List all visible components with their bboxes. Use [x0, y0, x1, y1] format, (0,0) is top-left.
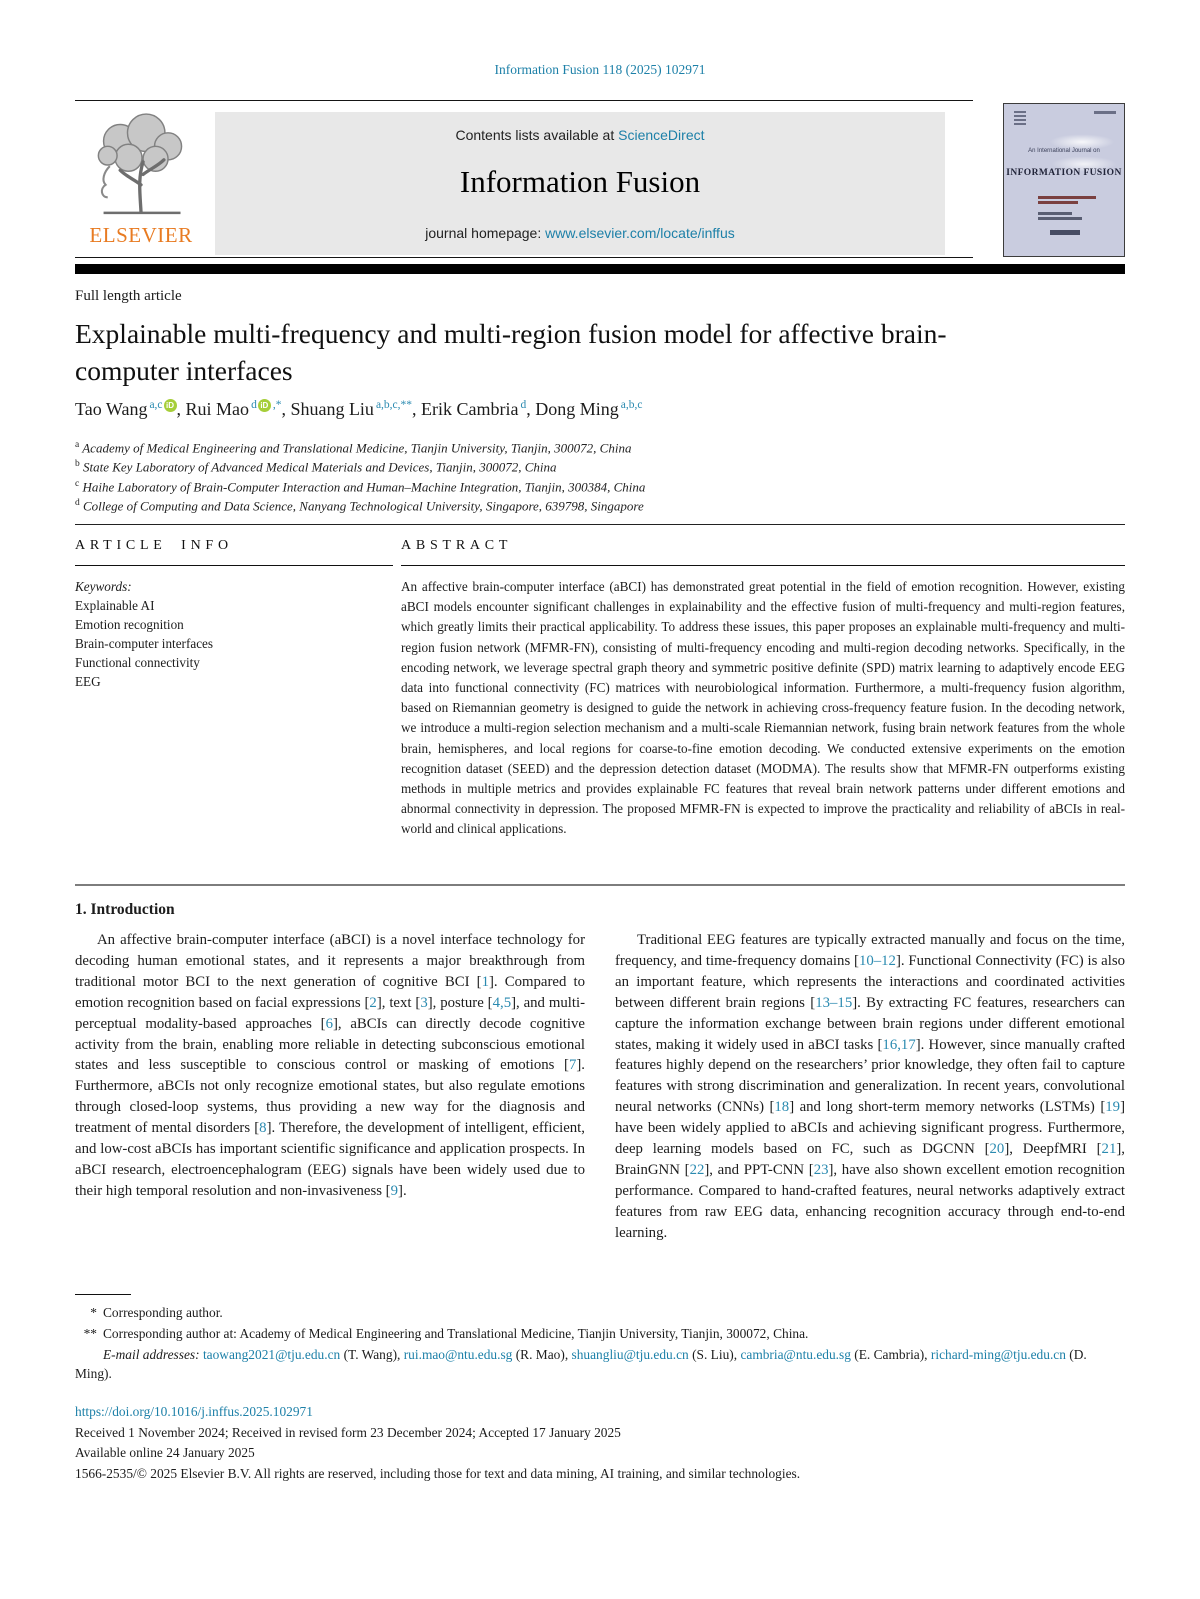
text-segment: ]. Furthermore, aBCIs not only recognize emotional states, but also regulate emotions through closed-loop systems, thus providing a new way for the diagnosis and treatment of mental disorders [ [75, 1057, 585, 1137]
citation-link[interactable]: 18 [774, 1099, 790, 1116]
body-columns [75, 930, 1125, 1244]
citation-link[interactable]: 1 [481, 973, 489, 990]
keywords-block [75, 577, 393, 691]
keyword-item: Explainable AI [75, 598, 155, 613]
article-info-rule [75, 565, 393, 566]
article-type-label: Full length article [75, 288, 182, 304]
text-segment: ]. Functional Connectivity (FC) is also an important feature, which represents the interactions and coordinated activities between different brain regions [ [615, 952, 1125, 1011]
author-affil-sup: d [520, 399, 527, 411]
article-info-heading: ARTICLE INFO [75, 538, 233, 553]
author-name: Erik Cambria [421, 399, 519, 419]
author-name: Dong Ming [535, 399, 619, 419]
abstract-column [401, 538, 1125, 840]
citation-link[interactable]: 20 [989, 1141, 1005, 1158]
citation-link[interactable]: 23 [813, 1161, 829, 1178]
running-head-citation: Information Fusion 118 (2025) 102971 [494, 62, 706, 77]
affiliation-text: Academy of Medical Engineering and Translational Medicine, Tianjin University, Tianjin, 300072, China [79, 440, 632, 456]
text-segment: ], text [ [376, 994, 421, 1011]
abstract-text: An affective brain-computer interface (aBCI) has demonstrated great potential in the field of emotion recognition. However, existing aBCI models encounter significant challenges in explainability and the effective fusion of multi-frequency and multi-region features, which greatly limits their practical applicability. To address these issues, this paper proposes an explainable multi-frequency and multi-region fusion network (MFMR-FN), consisting of multi-frequency encoding and multi-region decoding networks. Specifically, in the encoding network, we leverage spectral graph theory and symmetric positive definite (SPD) matrix learning to adaptively encode EEG data into functional connectivity (FC) matrices with neurobiological information. Furthermore, a multi-frequency fusion algorithm, based on Riemannian geometry is designed to guide the network in achieving cross-frequency feature fusion. In the decoding network, we introduce a multi-region selection mechanism and a multi-scale Riemannian network, fusing brain network features from the whole brain, hemispheres, and local regions for coarse-to-fine emotion decoding. We conducted extensive experiments on the emotion recognition dataset (SEED) and the depression detection dataset (MODMA). The results show that MFMR-FN outperforms existing methods in multiple metrics and provides explainable FC features that reveal brain network patterns under different emotions and abnormal connectivity in depression. The proposed MFMR-FN is expected to improve the practicality and reliability of aBCIs in real-world and clinical applications. [401, 579, 1125, 837]
text-segment: ], have also shown excellent emotion recognition performance. Compared to hand-crafted features, neural networks adaptively extract features from raw EEG data, enhancing recognition accuracy through end-to-end learning. [615, 1161, 1125, 1241]
email-link[interactable]: richard-ming@tju.edu.cn [930, 1347, 1066, 1362]
text-segment: ]. Compared to emotion recognition based on facial expressions [ [75, 973, 586, 1011]
author [290, 399, 421, 419]
article-title: Explainable multi-frequency and multi-region fusion model for affective brain-computer interfaces [75, 318, 947, 386]
paragraph [75, 1345, 1125, 1383]
text-segment: An affective brain-computer interface (aBCI) is a novel interface technology for decoding human emotional states, and it represents a major breakthrough from traditional motor BCI to the next generation of cognitive BCI [ [75, 932, 585, 990]
elsevier-wordmark: ELSEVIER [89, 223, 193, 247]
email-link[interactable]: taowang2021@tju.edu.cn [202, 1347, 341, 1362]
affiliation-text: State Key Laboratory of Advanced Medical Materials and Devices, Tianjin, 300072, China [79, 459, 557, 475]
journal-title: Information Fusion [459, 164, 701, 199]
journal-cover-thumbnail[interactable] [1003, 103, 1125, 257]
affiliation-sup: a [75, 440, 80, 450]
text-segment: ], and PPT-CNN [ [704, 1161, 814, 1178]
orcid-icon[interactable]: iD [258, 399, 271, 412]
footnote-marker: ** [83, 1326, 97, 1341]
text-segment: ], and multi-perceptual modality-based approaches [ [75, 994, 585, 1032]
cover-text-line [1038, 212, 1072, 215]
author-affil-sup: a,b,c,** [375, 399, 413, 411]
affiliation-item [75, 456, 1125, 475]
author-name: Shuang Liu [290, 399, 374, 419]
cover-title: INFORMATION FUSION [1006, 168, 1122, 178]
sciencedirect-link[interactable]: ScienceDirect [618, 127, 705, 143]
text-segment: ]. [398, 1182, 407, 1199]
text-segment: Traditional EEG features are typically extracted manually and focus on the time, frequency, and time-frequency domains [ [615, 932, 1125, 969]
cover-issn-mark [1094, 111, 1116, 114]
homepage-prefix: journal homepage: [425, 225, 546, 241]
author [535, 399, 642, 419]
keyword-list [75, 596, 393, 691]
keyword-item: EEG [75, 674, 101, 689]
doi-link[interactable]: https://doi.org/10.1016/j.inffus.2025.102971 [75, 1404, 313, 1419]
affiliation-sup: c [75, 478, 80, 489]
orcid-icon[interactable]: iD [164, 399, 177, 412]
cover-diagonal-line [1096, 253, 1125, 257]
info-abstract-block [75, 538, 1125, 840]
text-segment: (T. Wang), [340, 1347, 404, 1362]
email-link[interactable]: shuangliu@tju.edu.cn [571, 1347, 689, 1362]
citation-link[interactable]: 6 [325, 1015, 333, 1032]
author-separator: , [526, 399, 536, 419]
cover-publisher-mark-icon [1014, 111, 1026, 125]
affiliation-item [75, 476, 1125, 495]
text-segment: ], aBCIs can directly decode cognitive activity from the brain, enabling more reliable in detecting subconscious emotional states and less susceptible to conscious control or masking of emotions [ [75, 1015, 585, 1074]
introduction-heading: 1. Introduction [75, 901, 175, 918]
abstract-rule [401, 565, 1125, 566]
article-footer [75, 1402, 1125, 1484]
elsevier-tree-icon [89, 203, 193, 220]
author-list [75, 399, 1125, 420]
cover-text-line [1038, 201, 1078, 204]
available-online-line: Available online 24 January 2025 [75, 1445, 255, 1460]
text-segment: (D. Ming). [75, 1347, 1087, 1381]
author-name: Tao Wang [75, 399, 148, 419]
masthead-top-rule [75, 100, 973, 101]
keyword-item: Brain-computer interfaces [75, 636, 214, 651]
text-segment: (R. Mao), [512, 1347, 572, 1362]
footnote-item [75, 1324, 1125, 1343]
author-separator: , [412, 399, 422, 419]
text-segment: ]. Therefore, the development of intelligent, efficient, and low-cost aBCIs has important scientific significance and application prospects. In aBCI research, electroencephalogram (EEG) signals have been widely used due to their high temporal resolution and non-invasiveness [ [75, 1120, 585, 1199]
citation-link[interactable]: 13–15 [815, 994, 853, 1011]
footnote-text: Corresponding author. [103, 1305, 223, 1320]
text-segment: ], DeepfMRI [ [1004, 1141, 1102, 1158]
text-segment: ], BrainGNN [ [615, 1141, 1125, 1178]
text-segment: (S. Liu), [688, 1347, 741, 1362]
citation-link[interactable]: 9 [390, 1182, 399, 1199]
footnotes-block [75, 1294, 1125, 1383]
author-affil-sup: ,* [272, 399, 282, 411]
citation-link[interactable]: 4,5 [492, 994, 512, 1011]
footnote-marker: * [90, 1305, 97, 1320]
text-segment: (E. Cambria), [850, 1347, 931, 1362]
author-affil-sup: a,c [149, 399, 163, 411]
affiliation-sup: d [75, 497, 80, 508]
cover-badge [1050, 230, 1080, 235]
author-separator: , [281, 399, 291, 419]
footnote-list [75, 1303, 1125, 1343]
text-segment: ]. However, since manually crafted features highly depend on the researchers’ prior knowledge, they often fail to capture features with strong discrimination and generalization. In recent years, convolutional neural networks (CNNs) [ [615, 1036, 1126, 1116]
citation-link[interactable]: 22 [689, 1161, 705, 1178]
email-link[interactable]: rui.mao@ntu.edu.sg [403, 1347, 513, 1362]
email-addresses-line [75, 1345, 1125, 1383]
contents-line [215, 127, 945, 143]
text-segment: ] and long short-term memory networks (LSTMs) [ [789, 1099, 1106, 1116]
author-affil-sup: a,b,c [620, 399, 643, 411]
affiliation-item [75, 437, 1125, 456]
citation-link[interactable]: 8 [259, 1120, 267, 1137]
cover-tagline: An International Journal on [1028, 148, 1100, 154]
citation-link[interactable]: 19 [1105, 1099, 1121, 1116]
author-separator: , [176, 399, 186, 419]
text-segment: ] have been widely applied to aBCIs and achieving significant progress. Furthermore, deep learning models based on FC, such as DGCNN [ [615, 1099, 1125, 1158]
affiliation-sup: b [75, 459, 80, 470]
divider-rule [75, 524, 1125, 525]
citation-link[interactable]: 2 [369, 994, 377, 1011]
citation-link[interactable]: 7 [568, 1057, 577, 1074]
left-column [75, 930, 585, 1244]
footnote-divider [75, 1294, 131, 1295]
keyword-item: Functional connectivity [75, 655, 200, 670]
homepage-line [215, 225, 945, 241]
cover-text-line [1038, 217, 1082, 220]
citation-link[interactable]: 16,17 [882, 1036, 916, 1053]
text-segment: ], posture [ [427, 994, 493, 1011]
masthead-black-bar [75, 264, 1125, 274]
masthead-banner [215, 112, 945, 255]
copyright-line: 1566-2535/© 2025 Elsevier B.V. All rights are reserved, including those for text and data mining, AI training, and similar technologies. [75, 1465, 801, 1481]
email-link[interactable]: cambria@ntu.edu.sg [740, 1347, 851, 1362]
author [75, 399, 186, 419]
citation-link[interactable]: 21 [1101, 1141, 1117, 1158]
elsevier-logo[interactable] [75, 112, 207, 248]
right-column [615, 930, 1125, 1244]
keyword-item: Emotion recognition [75, 617, 184, 632]
section-divider-rule [75, 884, 1125, 886]
paragraph [75, 930, 585, 1202]
footnote-item [75, 1303, 1125, 1322]
citation-link[interactable]: 3 [420, 994, 428, 1011]
masthead-bottom-rule [75, 257, 973, 258]
paragraph [615, 930, 1125, 1244]
abstract-heading: ABSTRACT [401, 538, 513, 553]
affiliation-list [75, 437, 1125, 514]
journal-masthead [75, 100, 1125, 278]
article-info-column [75, 538, 393, 840]
citation-link[interactable]: 10–12 [858, 952, 896, 969]
cover-text-line [1038, 196, 1096, 199]
author [421, 399, 535, 419]
author [186, 399, 291, 419]
homepage-url-link[interactable]: www.elsevier.com/locate/inffus [545, 225, 735, 241]
affiliation-text: Haihe Laboratory of Brain-Computer Interaction and Human–Machine Integration, Tianjin, 300384, China [79, 478, 646, 494]
keywords-label: Keywords: [75, 579, 132, 594]
footnote-text: Corresponding author at: Academy of Medical Engineering and Translational Medicine, Tianjin University, Tianjin, 300072, China. [103, 1326, 809, 1341]
received-dates-line: Received 1 November 2024; Received in revised form 23 December 2024; Accepted 17 January 2025 [75, 1424, 621, 1440]
text-segment: E-mail addresses: [103, 1347, 200, 1362]
affiliation-text: College of Computing and Data Science, Nanyang Technological University, Singapore, 639798, Singapore [79, 498, 644, 514]
author-affil-sup: d [251, 399, 257, 411]
affiliation-item [75, 495, 1125, 514]
author-name: Rui Mao [185, 399, 250, 419]
contents-prefix: Contents lists available at [455, 127, 619, 143]
text-segment: ]. By extracting FC features, researchers can capture the information exchange between brain regions under different emotional states, making it widely used in aBCI tasks [ [615, 994, 1125, 1053]
